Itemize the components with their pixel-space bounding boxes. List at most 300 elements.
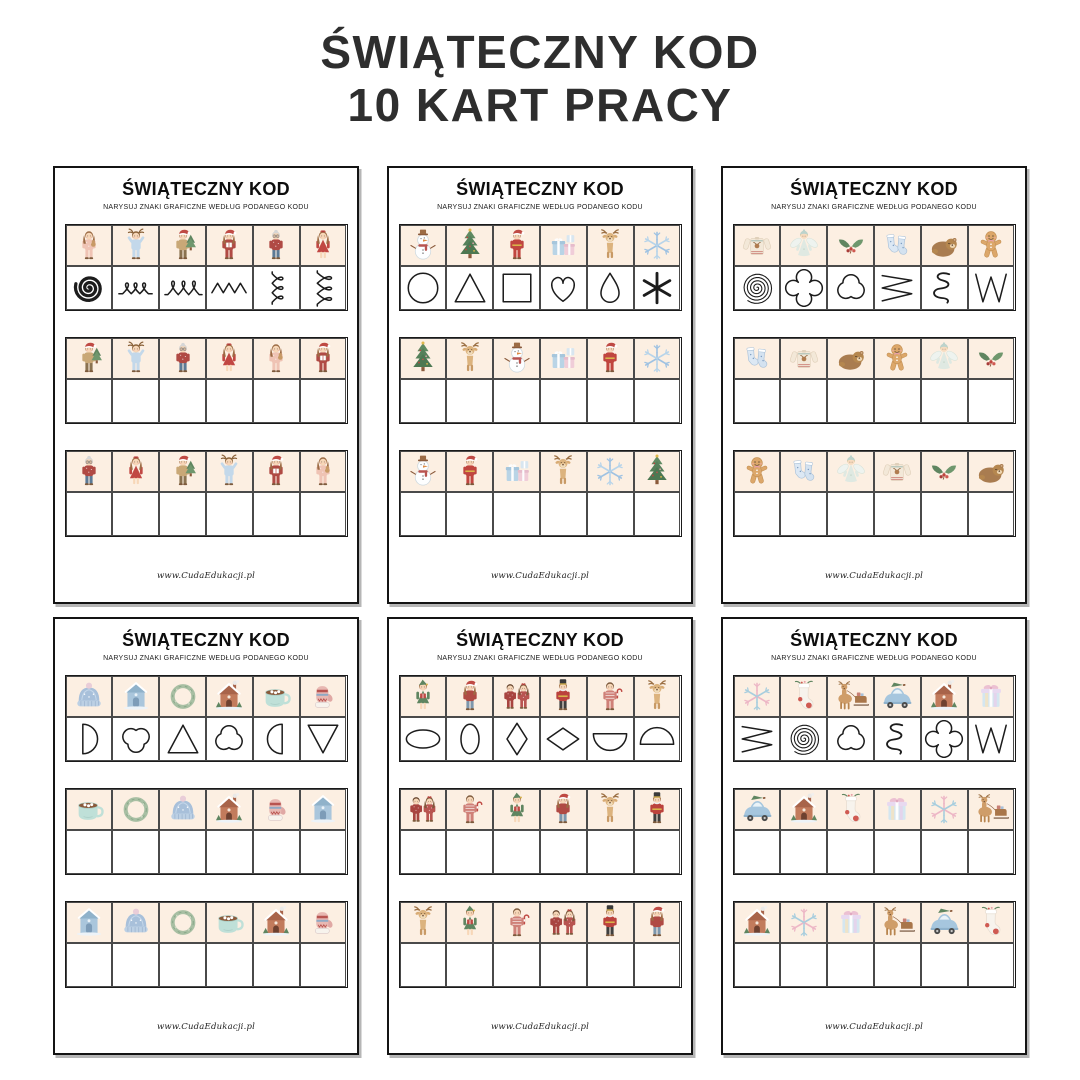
answer-cell bbox=[827, 492, 874, 536]
code-cell-gingerbread bbox=[734, 451, 781, 492]
car-icon bbox=[926, 904, 962, 941]
code-cell-beanie bbox=[66, 676, 113, 717]
code-cell-holly bbox=[968, 338, 1015, 379]
code-cell-boy-tree bbox=[66, 338, 113, 379]
shape-cell-squiggle bbox=[874, 717, 921, 761]
shape-cell-zigzag-small bbox=[206, 266, 253, 310]
code-cell-snowflake-pink bbox=[734, 676, 781, 717]
answer-cell bbox=[587, 830, 634, 874]
task-icon-row bbox=[400, 338, 681, 379]
answer-cell bbox=[634, 379, 681, 423]
code-cell-girl-dress bbox=[206, 338, 253, 379]
code-cell-car bbox=[921, 902, 968, 943]
answer-cell bbox=[253, 492, 300, 536]
angel-icon bbox=[926, 340, 962, 377]
vloops-wide-shape-icon bbox=[301, 269, 345, 307]
answer-cell bbox=[734, 379, 781, 423]
boy-tree-icon bbox=[165, 453, 201, 490]
answer-row bbox=[400, 943, 681, 987]
worksheet-title: ŚWIĄTECZNY KOD bbox=[122, 178, 290, 199]
drop-shape-icon bbox=[588, 269, 632, 307]
bear-icon bbox=[926, 227, 962, 264]
answer-cell bbox=[446, 830, 493, 874]
code-cell-nutcracker bbox=[540, 676, 587, 717]
elf-girl-icon bbox=[499, 791, 535, 828]
shape-cell-trefoil bbox=[112, 717, 159, 761]
answer-cell bbox=[493, 943, 540, 987]
task-table-1 bbox=[733, 337, 1016, 424]
code-cell-holly bbox=[827, 225, 874, 266]
nutcracker-icon bbox=[592, 904, 628, 941]
answer-row bbox=[734, 830, 1015, 874]
code-cell-santa-boy bbox=[446, 451, 493, 492]
code-shape-row bbox=[734, 266, 1015, 310]
ginger-house-icon bbox=[926, 678, 962, 715]
socks-icon bbox=[786, 453, 822, 490]
code-cell-snowflake-blue bbox=[634, 338, 681, 379]
answer-cell bbox=[300, 379, 347, 423]
code-cell-gifts bbox=[493, 451, 540, 492]
snowflake-pink-icon bbox=[739, 678, 775, 715]
code-cell-gifts bbox=[540, 225, 587, 266]
code-shape-row bbox=[66, 717, 347, 761]
code-cell-girl-gift bbox=[253, 451, 300, 492]
worksheet-footer-url: www.CudaEdukacji.pl bbox=[490, 570, 590, 581]
code-cell-socks bbox=[734, 338, 781, 379]
reindeer-icon bbox=[592, 791, 628, 828]
girl-dress-icon bbox=[118, 453, 154, 490]
socks-icon bbox=[879, 227, 915, 264]
code-cell-wreath bbox=[159, 902, 206, 943]
girl-santa-icon bbox=[545, 791, 581, 828]
shape-cell-spiral-bold bbox=[66, 266, 113, 310]
code-cell-santa-boy bbox=[493, 225, 540, 266]
worksheet-title: ŚWIĄTECZNY KOD bbox=[456, 178, 624, 199]
holly-icon bbox=[926, 453, 962, 490]
code-cell-gifts bbox=[540, 338, 587, 379]
pajama-couple-icon bbox=[545, 904, 581, 941]
zigzag-h-shape-icon bbox=[735, 720, 779, 758]
answer-row bbox=[66, 943, 347, 987]
code-icon-row bbox=[734, 676, 1015, 717]
code-cell-mitten bbox=[300, 676, 347, 717]
sweater-icon bbox=[786, 340, 822, 377]
bear-icon bbox=[973, 453, 1009, 490]
ellipse-h-shape-icon bbox=[401, 720, 445, 758]
worksheet-title: ŚWIĄTECZNY KOD bbox=[790, 178, 958, 199]
worksheet-title: ŚWIĄTECZNY KOD bbox=[456, 629, 624, 650]
shape-cell-zigzag-w bbox=[968, 266, 1015, 310]
shape-cell-ellipse-v bbox=[446, 717, 493, 761]
sweater-icon bbox=[739, 227, 775, 264]
code-cell-nutcracker bbox=[634, 789, 681, 830]
main-title-line2: 10 KART PRACY bbox=[347, 79, 733, 132]
answer-cell bbox=[634, 492, 681, 536]
girl-gift-icon bbox=[211, 227, 247, 264]
shape-cell-triangle bbox=[446, 266, 493, 310]
answer-cell bbox=[540, 379, 587, 423]
answer-cell bbox=[827, 379, 874, 423]
ginger-house-icon bbox=[786, 791, 822, 828]
task-table-2 bbox=[65, 450, 348, 537]
clover4-shape-icon bbox=[922, 720, 966, 758]
boy-antlers-icon bbox=[211, 453, 247, 490]
worksheet-subtitle: NARYSUJ ZNAKI GRAFICZNE WEDŁUG PODANEGO KODU bbox=[103, 203, 309, 211]
answer-row bbox=[400, 492, 681, 536]
answer-cell bbox=[112, 492, 159, 536]
reindeer-icon bbox=[545, 453, 581, 490]
code-cell-sweater bbox=[874, 451, 921, 492]
task-icon-row bbox=[66, 451, 347, 492]
boy-candy-icon bbox=[592, 678, 628, 715]
socks-icon bbox=[739, 340, 775, 377]
code-cell-boy-antlers bbox=[112, 338, 159, 379]
task-table-1 bbox=[399, 788, 682, 875]
shape-cell-diamond-h bbox=[540, 717, 587, 761]
code-cell-pajama-couple bbox=[540, 902, 587, 943]
answer-cell bbox=[874, 379, 921, 423]
code-cell-snowman bbox=[400, 451, 447, 492]
worksheet-footer-url: www.CudaEdukacji.pl bbox=[156, 570, 256, 581]
task-icon-row bbox=[66, 338, 347, 379]
worksheet-footer-url: www.CudaEdukacji.pl bbox=[490, 1021, 590, 1032]
zigzag-h-shape-icon bbox=[875, 269, 919, 307]
code-cell-gift bbox=[968, 676, 1015, 717]
code-cell-reindeer bbox=[400, 902, 447, 943]
task-icon-row bbox=[734, 902, 1015, 943]
worksheet-subtitle: NARYSUJ ZNAKI GRAFICZNE WEDŁUG PODANEGO KODU bbox=[437, 203, 643, 211]
shape-cell-loops-small bbox=[112, 266, 159, 310]
code-key-table bbox=[65, 224, 348, 311]
answer-cell bbox=[159, 943, 206, 987]
task-icon-row bbox=[66, 789, 347, 830]
elf-girl-icon bbox=[452, 904, 488, 941]
code-cell-bear bbox=[827, 338, 874, 379]
shape-cell-concentric bbox=[780, 717, 827, 761]
code-cell-snowflake-pink bbox=[780, 902, 827, 943]
answer-cell bbox=[827, 943, 874, 987]
answer-cell bbox=[634, 943, 681, 987]
task-table-2 bbox=[733, 901, 1016, 988]
shape-cell-vloops-wide bbox=[300, 266, 347, 310]
heart-shape-icon bbox=[541, 269, 585, 307]
ginger-house-icon bbox=[739, 904, 775, 941]
answer-cell bbox=[921, 492, 968, 536]
task-table-1 bbox=[65, 337, 348, 424]
answer-cell bbox=[253, 379, 300, 423]
code-cell-reindeer bbox=[540, 451, 587, 492]
boy-candy-icon bbox=[499, 904, 535, 941]
stocking-icon bbox=[786, 678, 822, 715]
answer-row bbox=[400, 830, 681, 874]
code-cell-girl-gift bbox=[206, 225, 253, 266]
squiggle-shape-icon bbox=[922, 269, 966, 307]
girl-pajamas-icon bbox=[305, 453, 341, 490]
shape-cell-square bbox=[493, 266, 540, 310]
answer-cell bbox=[780, 379, 827, 423]
cocoa-mug-icon bbox=[71, 791, 107, 828]
code-cell-snowflake-blue bbox=[587, 451, 634, 492]
code-cell-girl-dress bbox=[300, 225, 347, 266]
answer-cell bbox=[400, 943, 447, 987]
task-icon-row bbox=[66, 902, 347, 943]
code-cell-socks bbox=[874, 225, 921, 266]
answer-cell bbox=[587, 492, 634, 536]
answer-row bbox=[66, 492, 347, 536]
snowflake-pink-icon bbox=[926, 791, 962, 828]
code-cell-car bbox=[734, 789, 781, 830]
ginger-house-icon bbox=[211, 678, 247, 715]
code-cell-ginger-house bbox=[780, 789, 827, 830]
square-shape-icon bbox=[495, 269, 539, 307]
holly-icon bbox=[973, 340, 1009, 377]
code-cell-wreath bbox=[112, 789, 159, 830]
code-cell-grandma bbox=[66, 451, 113, 492]
code-key-table bbox=[733, 224, 1016, 311]
answer-cell bbox=[253, 943, 300, 987]
gingerbread-icon bbox=[879, 340, 915, 377]
cocoa-mug-icon bbox=[258, 678, 294, 715]
code-cell-santa-boy bbox=[587, 338, 634, 379]
answer-cell bbox=[734, 943, 781, 987]
answer-cell bbox=[780, 830, 827, 874]
code-cell-deer-sleigh bbox=[968, 789, 1015, 830]
zigzag-small-shape-icon bbox=[207, 269, 251, 307]
girl-pajamas-icon bbox=[71, 227, 107, 264]
beanie-icon bbox=[71, 678, 107, 715]
code-cell-snowman bbox=[400, 225, 447, 266]
pajama-couple-icon bbox=[499, 678, 535, 715]
shape-cell-clover4 bbox=[780, 266, 827, 310]
code-cell-reindeer bbox=[634, 676, 681, 717]
girl-gift-icon bbox=[258, 453, 294, 490]
answer-cell bbox=[874, 830, 921, 874]
reindeer-icon bbox=[405, 904, 441, 941]
worksheet-6 bbox=[721, 617, 1027, 1055]
code-cell-boy-antlers bbox=[206, 451, 253, 492]
gifts-icon bbox=[545, 227, 581, 264]
code-icon-row bbox=[734, 225, 1015, 266]
task-table-2 bbox=[399, 450, 682, 537]
snowman-icon bbox=[405, 453, 441, 490]
code-cell-ginger-house bbox=[253, 902, 300, 943]
shape-cell-semicircle-right bbox=[66, 717, 113, 761]
triangle-shape-icon bbox=[448, 269, 492, 307]
code-shape-row bbox=[66, 266, 347, 310]
code-cell-nutcracker bbox=[587, 902, 634, 943]
shape-cell-trefoil-down bbox=[827, 717, 874, 761]
code-cell-boy-candy bbox=[587, 676, 634, 717]
code-cell-gift bbox=[874, 789, 921, 830]
zigzag-w-shape-icon bbox=[969, 720, 1013, 758]
code-cell-snowflake-pink bbox=[921, 789, 968, 830]
triangle-down-shape-icon bbox=[301, 720, 345, 758]
snowflake-pink-icon bbox=[786, 904, 822, 941]
code-cell-reindeer bbox=[587, 789, 634, 830]
code-cell-holly bbox=[921, 451, 968, 492]
shape-cell-clover4 bbox=[921, 717, 968, 761]
shape-cell-triangle-down bbox=[300, 717, 347, 761]
code-cell-girl-santa bbox=[540, 789, 587, 830]
shape-cell-vloops bbox=[253, 266, 300, 310]
worksheet-footer-url: www.CudaEdukacji.pl bbox=[824, 570, 924, 581]
code-cell-ginger-house bbox=[734, 902, 781, 943]
shape-cell-squiggle bbox=[921, 266, 968, 310]
code-cell-pajama-couple bbox=[400, 789, 447, 830]
code-cell-ginger-house bbox=[206, 676, 253, 717]
code-cell-bear bbox=[968, 451, 1015, 492]
girl-dress-icon bbox=[211, 340, 247, 377]
worksheet-subtitle: NARYSUJ ZNAKI GRAFICZNE WEDŁUG PODANEGO KODU bbox=[103, 654, 309, 662]
code-cell-girl-santa bbox=[634, 902, 681, 943]
grandma-icon bbox=[71, 453, 107, 490]
loops-large-shape-icon bbox=[161, 269, 205, 307]
code-cell-blue-house bbox=[66, 902, 113, 943]
answer-cell bbox=[446, 379, 493, 423]
answer-row bbox=[66, 830, 347, 874]
car-icon bbox=[879, 678, 915, 715]
code-cell-angel bbox=[827, 451, 874, 492]
triangle-shape-icon bbox=[161, 720, 205, 758]
code-icon-row bbox=[66, 225, 347, 266]
shape-cell-zigzag-w bbox=[968, 717, 1015, 761]
answer-cell bbox=[493, 492, 540, 536]
code-cell-elf-girl bbox=[493, 789, 540, 830]
answer-cell bbox=[66, 492, 113, 536]
gifts-icon bbox=[499, 453, 535, 490]
girl-pajamas-icon bbox=[258, 340, 294, 377]
code-cell-xmas-tree bbox=[400, 338, 447, 379]
gift-icon bbox=[833, 904, 869, 941]
worksheets-grid bbox=[0, 166, 1080, 1055]
code-cell-stocking bbox=[968, 902, 1015, 943]
gift-icon bbox=[973, 678, 1009, 715]
worksheet-4 bbox=[53, 617, 359, 1055]
answer-cell bbox=[66, 943, 113, 987]
answer-cell bbox=[159, 379, 206, 423]
code-cell-stocking bbox=[827, 789, 874, 830]
sweater-icon bbox=[879, 453, 915, 490]
answer-cell bbox=[921, 943, 968, 987]
answer-cell bbox=[112, 830, 159, 874]
answer-row bbox=[734, 492, 1015, 536]
santa-boy-icon bbox=[499, 227, 535, 264]
mitten-icon bbox=[258, 791, 294, 828]
code-cell-elf-girl bbox=[446, 902, 493, 943]
girl-santa-icon bbox=[452, 678, 488, 715]
answer-cell bbox=[446, 492, 493, 536]
code-cell-wreath bbox=[159, 676, 206, 717]
code-cell-beanie bbox=[112, 902, 159, 943]
main-title bbox=[0, 26, 1080, 133]
spiral-bold-shape-icon bbox=[67, 269, 111, 307]
answer-cell bbox=[112, 379, 159, 423]
answer-cell bbox=[300, 943, 347, 987]
answer-cell bbox=[587, 379, 634, 423]
answer-cell bbox=[66, 379, 113, 423]
code-cell-angel bbox=[921, 338, 968, 379]
code-cell-snowman bbox=[493, 338, 540, 379]
answer-cell bbox=[400, 492, 447, 536]
worksheet-5 bbox=[387, 617, 693, 1055]
shape-cell-loops-large bbox=[159, 266, 206, 310]
semicircle-down-shape-icon bbox=[588, 720, 632, 758]
stocking-icon bbox=[833, 791, 869, 828]
task-icon-row bbox=[734, 338, 1015, 379]
angel-icon bbox=[786, 227, 822, 264]
task-table-1 bbox=[733, 788, 1016, 875]
code-cell-boy-candy bbox=[493, 902, 540, 943]
answer-cell bbox=[400, 379, 447, 423]
boy-antlers-icon bbox=[118, 340, 154, 377]
answer-cell bbox=[159, 492, 206, 536]
gift-icon bbox=[879, 791, 915, 828]
answer-cell bbox=[253, 830, 300, 874]
reindeer-icon bbox=[639, 678, 675, 715]
code-cell-ginger-house bbox=[206, 789, 253, 830]
pajama-couple-icon bbox=[405, 791, 441, 828]
code-key-table bbox=[399, 224, 682, 311]
deer-sleigh-icon bbox=[879, 904, 915, 941]
worksheet-title: ŚWIĄTECZNY KOD bbox=[122, 629, 290, 650]
task-icon-row bbox=[734, 789, 1015, 830]
worksheet-3 bbox=[721, 166, 1027, 604]
code-cell-grandma bbox=[253, 225, 300, 266]
shape-cell-asterisk bbox=[634, 266, 681, 310]
answer-cell bbox=[206, 492, 253, 536]
grandma-icon bbox=[165, 340, 201, 377]
task-icon-row bbox=[400, 789, 681, 830]
beanie-icon bbox=[118, 904, 154, 941]
code-cell-girl-pajamas bbox=[253, 338, 300, 379]
code-cell-beanie bbox=[159, 789, 206, 830]
diamond-h-shape-icon bbox=[541, 720, 585, 758]
trefoil-down-shape-icon bbox=[207, 720, 251, 758]
nutcracker-icon bbox=[545, 678, 581, 715]
code-cell-angel bbox=[780, 225, 827, 266]
answer-row bbox=[400, 379, 681, 423]
code-cell-girl-dress bbox=[112, 451, 159, 492]
snowflake-blue-icon bbox=[639, 340, 675, 377]
code-cell-cocoa-mug bbox=[253, 676, 300, 717]
stocking-icon bbox=[973, 904, 1009, 941]
semicircle-up-shape-icon bbox=[635, 720, 679, 758]
santa-boy-icon bbox=[452, 453, 488, 490]
answer-cell bbox=[780, 492, 827, 536]
shape-cell-ellipse-h bbox=[400, 717, 447, 761]
answer-row bbox=[734, 943, 1015, 987]
concentric-shape-icon bbox=[735, 269, 779, 307]
answer-cell bbox=[400, 830, 447, 874]
boy-tree-icon bbox=[165, 227, 201, 264]
vloops-shape-icon bbox=[254, 269, 298, 307]
code-cell-cocoa-mug bbox=[66, 789, 113, 830]
blue-house-icon bbox=[118, 678, 154, 715]
answer-cell bbox=[734, 830, 781, 874]
semicircle-right-shape-icon bbox=[67, 720, 111, 758]
answer-cell bbox=[300, 830, 347, 874]
ginger-house-icon bbox=[211, 791, 247, 828]
gingerbread-icon bbox=[739, 453, 775, 490]
squiggle-shape-icon bbox=[875, 720, 919, 758]
worksheet-1 bbox=[53, 166, 359, 604]
answer-cell bbox=[968, 830, 1015, 874]
code-icon-row bbox=[400, 225, 681, 266]
task-table-2 bbox=[65, 901, 348, 988]
code-cell-stocking bbox=[780, 676, 827, 717]
code-cell-girl-santa bbox=[446, 676, 493, 717]
code-cell-gift bbox=[827, 902, 874, 943]
